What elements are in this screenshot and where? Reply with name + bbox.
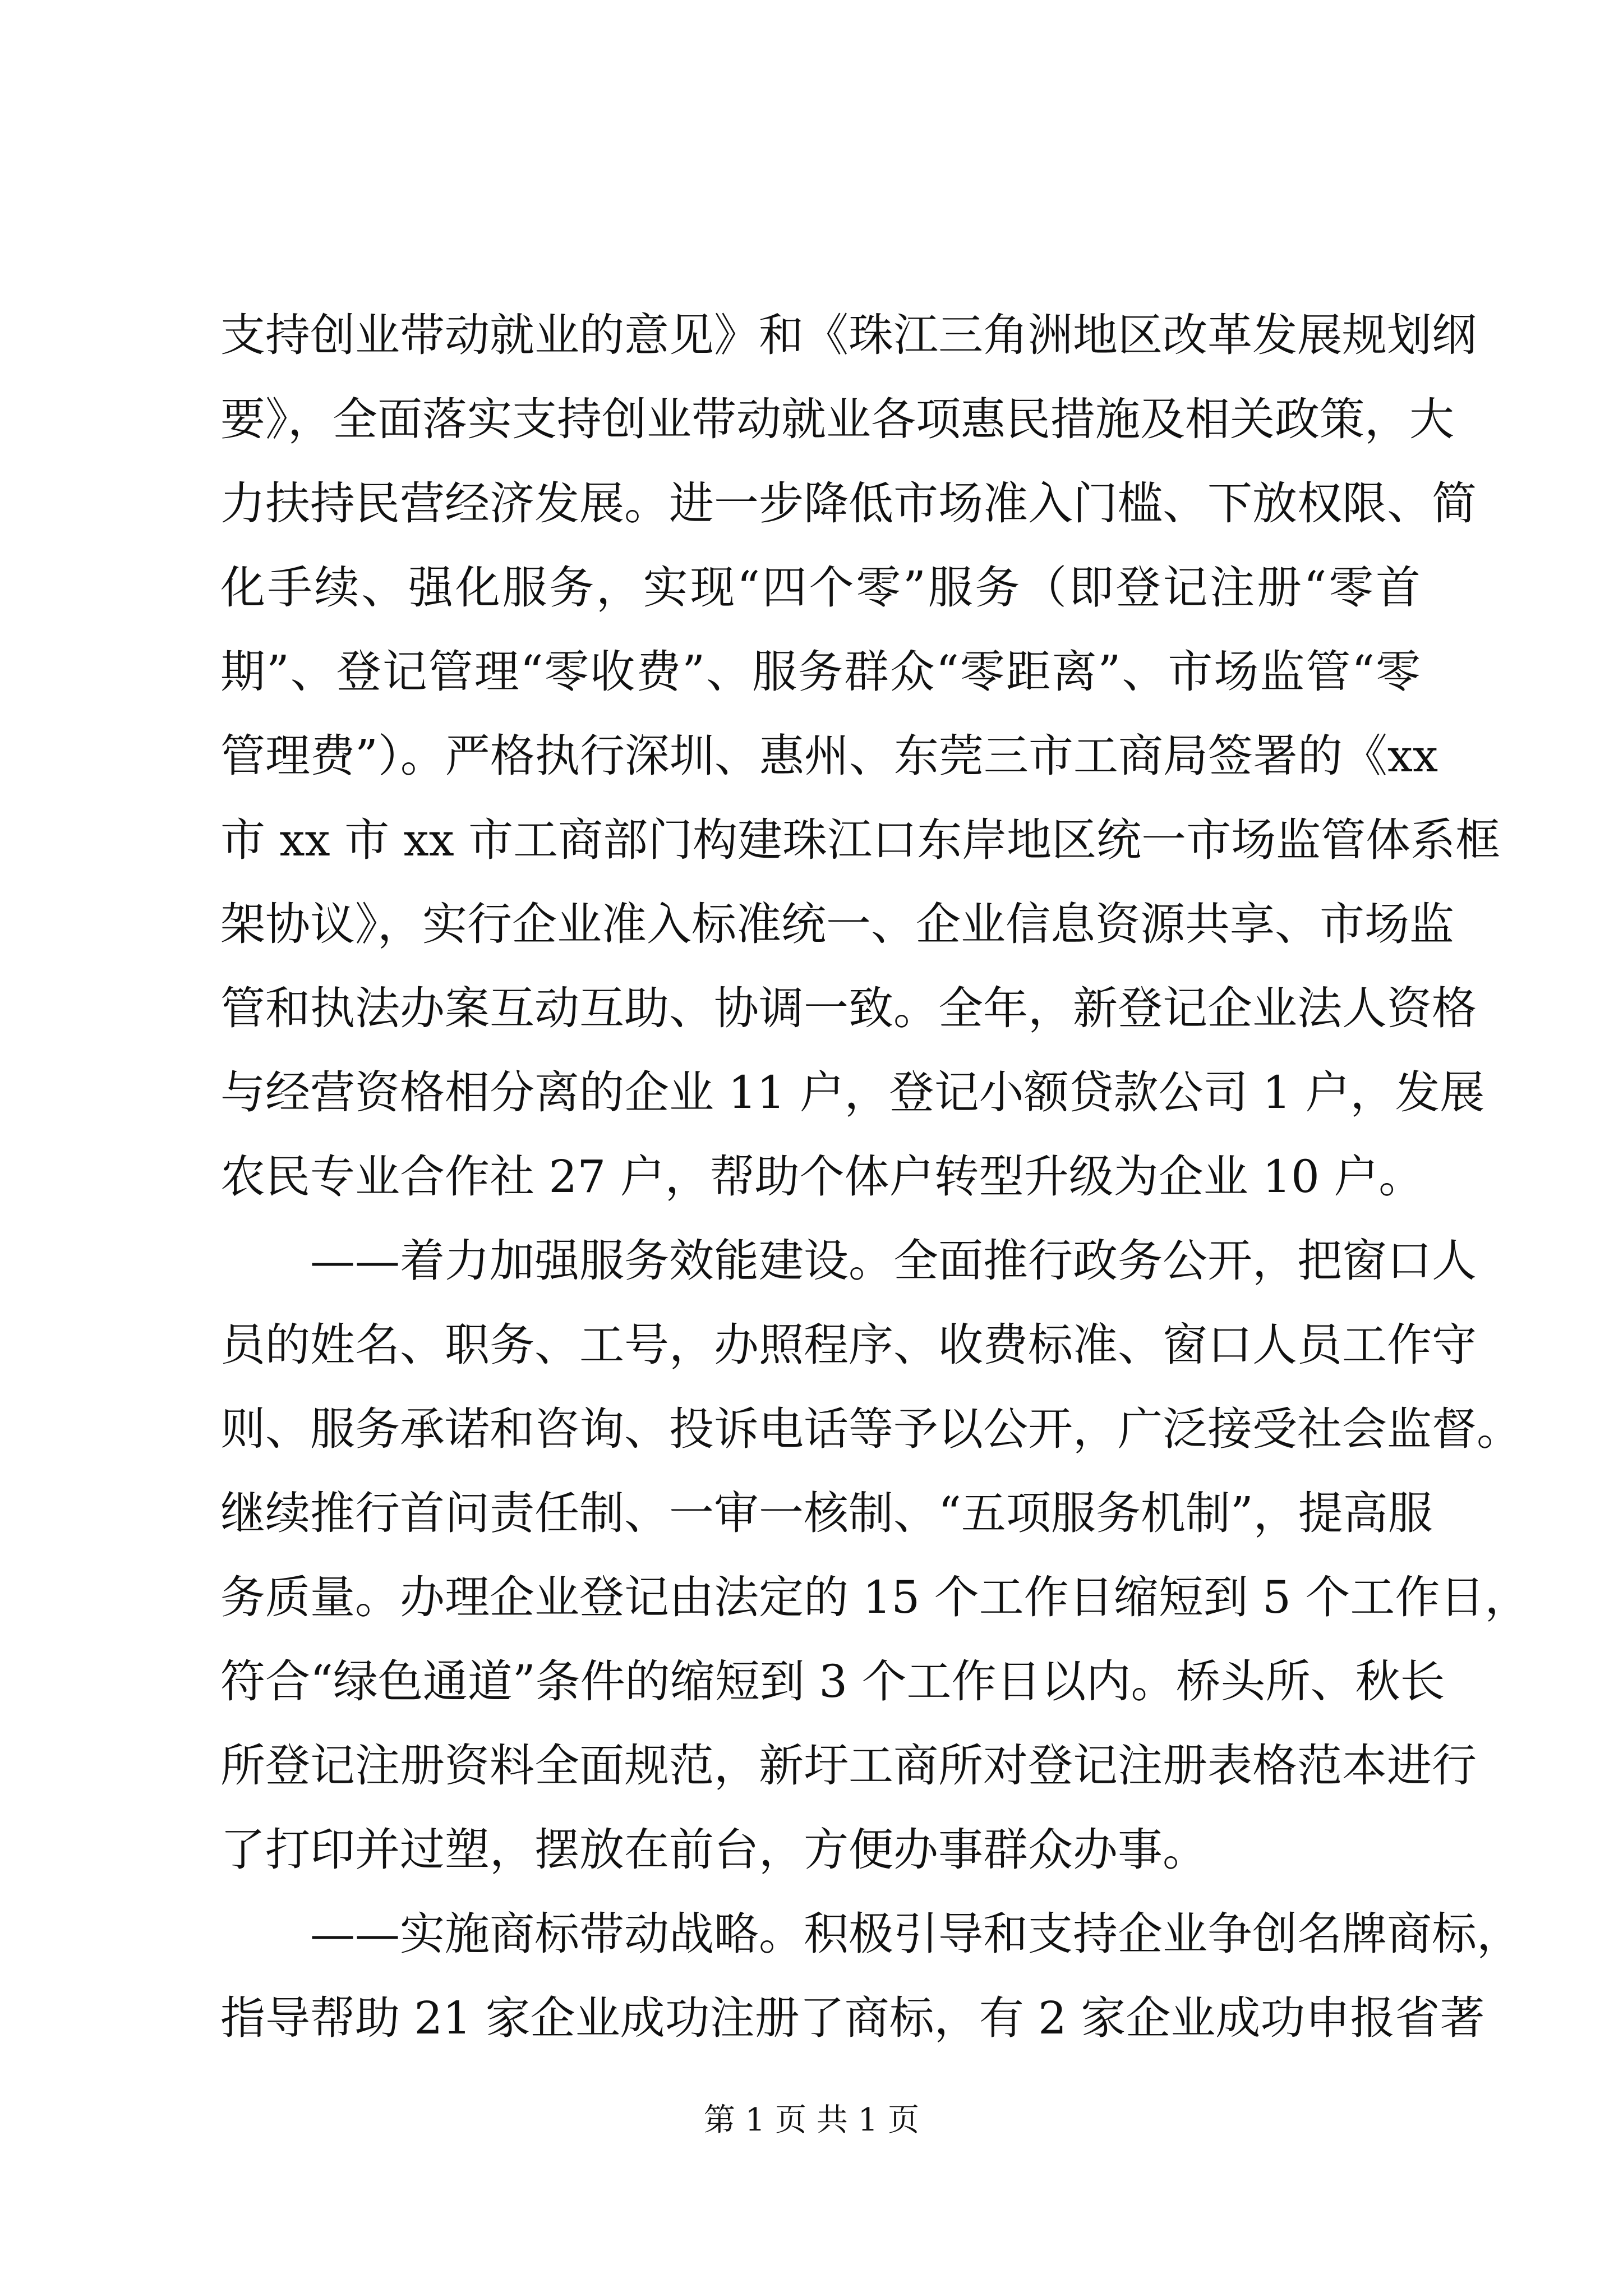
text-line: 与经营资格相分离的企业 11 户，登记小额贷款公司 1 户，发展 bbox=[220, 1066, 1485, 1119]
text-line: 管和执法办案互动互助、协调一致。全年，新登记企业法人资格 bbox=[220, 982, 1477, 1034]
text-line: 架协议》，实行企业准入标准统一、企业信息资源共享、市场监 bbox=[220, 898, 1454, 950]
text-line: ——实施商标带动战略。积极引导和支持企业争创名牌商标， bbox=[310, 1908, 1521, 1960]
document-body bbox=[220, 293, 1530, 2044]
text-line: 了打印并过塑，摆放在前台，方便办事群众办事。 bbox=[220, 1824, 1207, 1876]
text-line: 务质量。办理企业登记由法定的 15 个工作日缩短到 5 个工作日， bbox=[220, 1571, 1530, 1623]
text-line: 化手续、强化服务，实现“四个零”服务（即登记注册“零首 bbox=[220, 562, 1421, 614]
text-line: 所登记注册资料全面规范，新圩工商所对登记注册表格范本进行 bbox=[220, 1740, 1477, 1792]
text-line: 期”、登记管理“零收费”、服务群众“零距离”、市场监管“零 bbox=[220, 646, 1421, 698]
text-line: 管理费”）。严格执行深圳、惠州、东莞三市工商局签署的《xx bbox=[220, 730, 1438, 782]
text-line: 指导帮助 21 家企业成功注册了商标，有 2 家企业成功申报省著 bbox=[220, 1992, 1485, 2044]
text-line: 则、服务承诺和咨询、投诉电话等予以公开，广泛接受社会监督。 bbox=[220, 1403, 1521, 1455]
text-line: 要》，全面落实支持创业带动就业各项惠民措施及相关政策，大 bbox=[220, 393, 1454, 445]
text-line: 市 xx 市 xx 市工商部门构建珠江口东岸地区统一市场监管体系框 bbox=[220, 814, 1501, 866]
text-line: 员的姓名、职务、工号，办照程序、收费标准、窗口人员工作守 bbox=[220, 1319, 1477, 1371]
page-footer: 第 1 页 共 1 页 bbox=[703, 2102, 920, 2138]
text-line: 继续推行首问责任制、一审一核制、“五项服务机制”，提高服 bbox=[220, 1487, 1433, 1539]
text-line: 支持创业带动就业的意见》和《珠江三角洲地区改革发展规划纲 bbox=[220, 309, 1477, 361]
text-line: 农民专业合作社 27 户，帮助个体户转型升级为企业 10 户。 bbox=[220, 1151, 1424, 1203]
text-line: ——着力加强服务效能建设。全面推行政务公开，把窗口人 bbox=[310, 1235, 1477, 1287]
text-line: 力扶持民营经济发展。进一步降低市场准入门槛、下放权限、简 bbox=[220, 477, 1477, 530]
text-line: 符合“绿色通道”条件的缩短到 3 个工作日以内。桥头所、秋长 bbox=[220, 1655, 1445, 1708]
